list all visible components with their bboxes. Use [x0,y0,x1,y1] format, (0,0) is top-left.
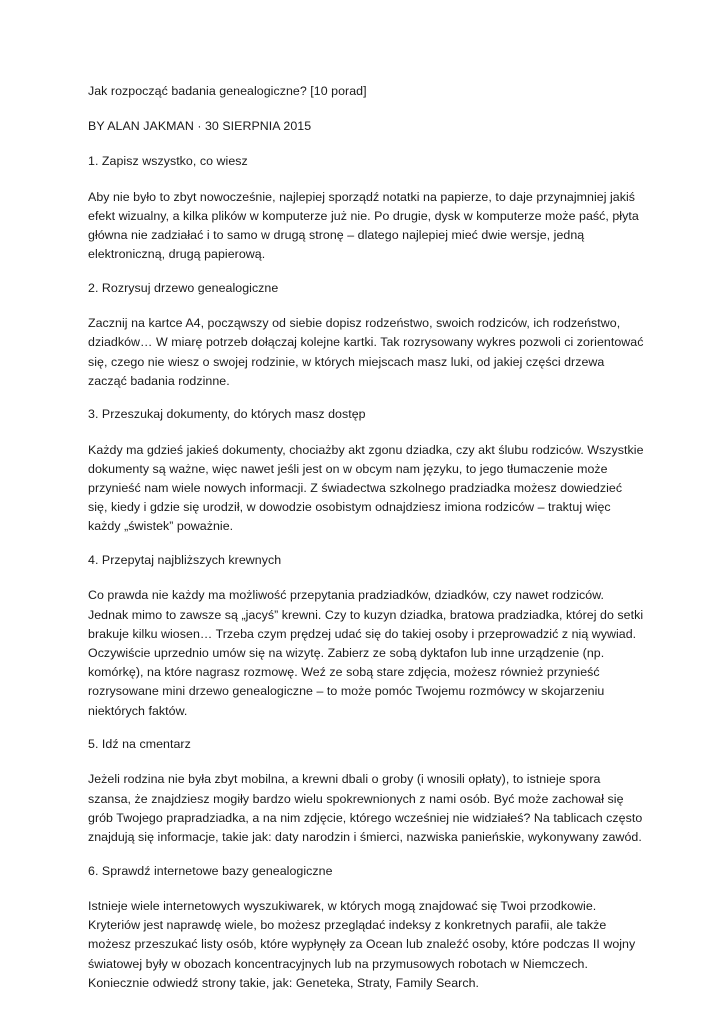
section-body-4: Co prawda nie każdy ma możliwość przepytania pradziadków, dziadków, czy nawet rodziców. Jednak mimo to zawsze są „jacyś” krewni. Czy to kuzyn dziadka, bratowa pradziadka, której do setki brakuje kilku wiosen… Trzeba czym prędzej udać się do takiej osoby i przeprowadzić z nią wywiad. Oczywiście uprzednio umów się na wizytę. Zabierz ze sobą dyktafon lub inne urządzenie (np. komórkę), na które nagrasz rozmowę. Weź ze sobą stare zdjęcia, możesz również przynieść rozrysowane mini drzewo genealogiczne – to może pomóc Twojemu rozmówcy w skojarzeniu niektórych faktów. [88,588,644,718]
section-heading-1: 1. Zapisz wszystko, co wiesz [88,154,248,169]
document-title: Jak rozpocząć badania genealogiczne? [10 porad] [88,84,367,98]
section-body-6: Istnieje wiele internetowych wyszukiwarek, w których mogą znajdować się Twoi przodkowie. Kryteriów jest naprawdę wiele, bo możesz przeglądać indeksy z konkretnych parafii, ale także możesz przeszukać listy osób, które wypłynęły za Ocean lub znaleźć osoby, które podczas II wojny światowej były w obozach koncentracyjnych lub na przymusowych robotach w Niemczech. Koniecznie odwiedź strony takie, jak: Geneteka, Straty, Family Search. [88,899,636,990]
section-heading-5: 5. Idź na cmentarz [88,737,191,752]
section-body-2: Zacznij na kartce A4, począwszy od siebie dopisz rodzeństwo, swoich rodziców, ich rodzeństwo, dziadków… W miarę potrzeb dołączaj kolejne kartki. Tak rozrysowany wykres pozwoli ci zorientować się, czego nie wiesz o swojej rodzinie, w których miejscach masz luki, od jakiej części drzewa zacząć badania rodzinne. [88,316,644,388]
document-page [88,82,644,1008]
author-date-byline: BY ALAN JAKMAN · 30 SIERPNIA 2015 [88,119,312,134]
section-body-5: Jeżeli rodzina nie była zbyt mobilna, a krewni dbali o groby (i wnosili opłaty), to istnieje spora szansa, że znajdziesz mogiły bardzo wielu spokrewnionych z nami osób. Być może zachował się grób Twojego prapradziadka, a na nim zdjęcie, którego wcześniej nie widziałeś? Na tablicach często znajdują się informacje, takie jak: daty narodzin i śmierci, nazwiska panieńskie, wykonywany zawód. [88,772,643,845]
section-heading-6: 6. Sprawdź internetowe bazy genealogiczne [88,863,333,878]
section-body-3: Każdy ma gdzieś jakieś dokumenty, chociażby akt zgonu dziadka, czy akt ślubu rodziców. Wszystkie dokumenty są ważne, więc nawet jeśli jest on w obcym nam języku, to jego tłumaczenie może przynieść nam wiele nowych informacji. Z świadectwa szkolnego pradziadka możesz dowiedzieć się, kiedy i gdzie się urodził, w dowodzie osobistym odnajdziesz imiona rodziców – traktuj więc każdy „świstek” poważnie. [88,442,644,534]
section-body-1: Aby nie było to zbyt nowocześnie, najlepiej sporządź notatki na papierze, to daje przynajmniej jakiś efekt wizualny, a kilka plików w komputerze już nie. Po drugie, dysk w komputerze może paść, płyta główna nie zadziałać i to samo w drugą stronę – dlatego najlepiej mieć dwie wersje, jedną elektroniczną, drugą papierową. [88,189,639,262]
section-heading-4: 4. Przepytaj najbliższych krewnych [88,553,282,568]
section-heading-2: 2. Rozrysuj drzewo genealogiczne [88,280,279,295]
section-heading-3: 3. Przeszukaj dokumenty, do których masz dostęp [88,407,366,422]
